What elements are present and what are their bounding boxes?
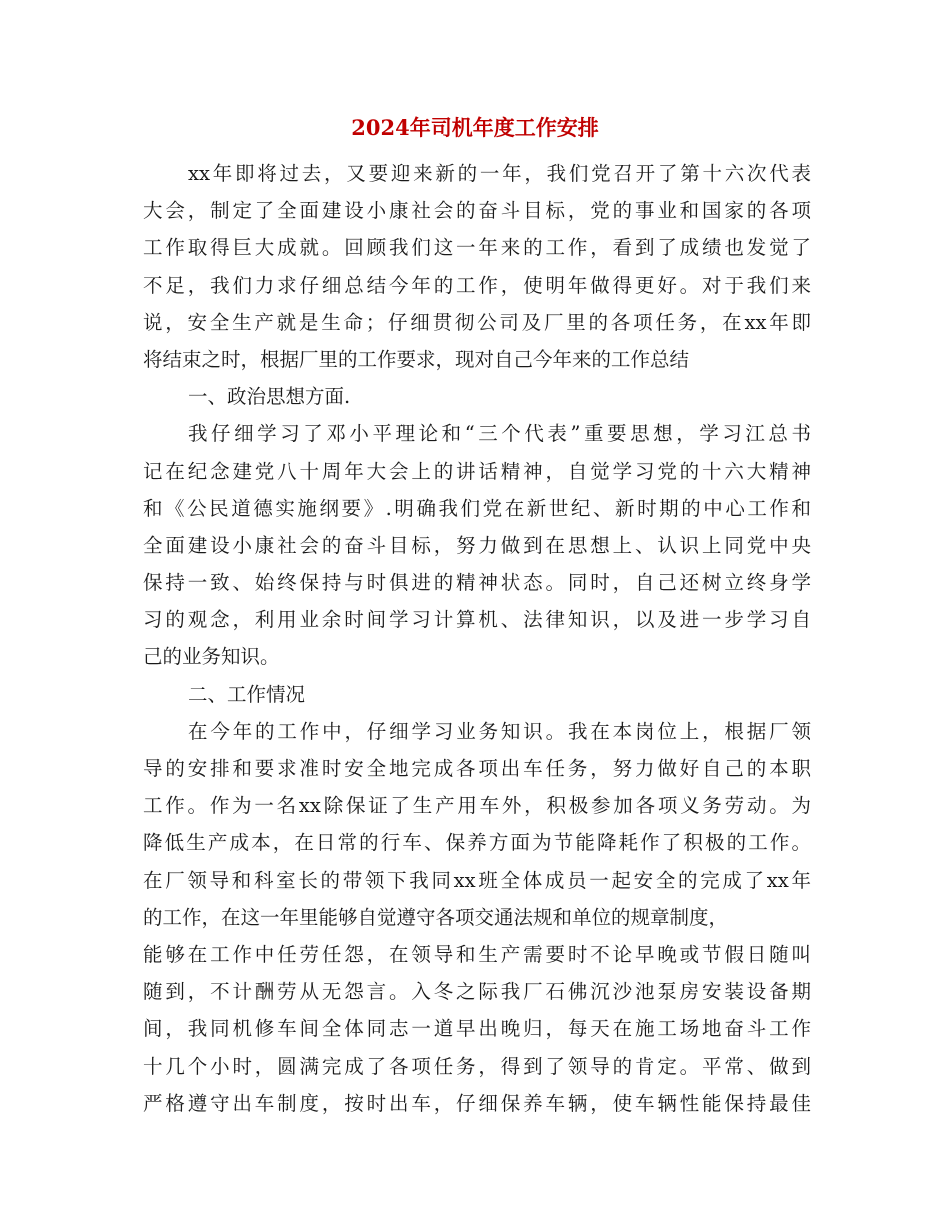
body-line: xx年即将过去，又要迎来新的一年，我们党召开了第十六次代表 [188, 162, 811, 185]
body-line: 十几个小时，圆满完成了各项任务，得到了领导的肯定。平常、做到 [143, 1054, 811, 1078]
body-line: 将结束之时，根据厂里的工作要求，现对自己今年来的工作总结 [143, 347, 690, 371]
body-line: 的工作，在这一年里能够自觉遵守各项交通法规和单位的规章制度， [143, 905, 729, 929]
body-line: 导的安排和要求准时安全地完成各项出车任务，努力做好自己的本职 [143, 757, 811, 780]
body-line: 我仔细学习了邓小平理论和“三个代表”重要思想，学习江总书 [188, 422, 811, 446]
body-line: 记在纪念建党八十周年大会上的讲话精神，自觉学习党的十六大精神 [143, 459, 811, 483]
body-line: 能够在工作中任劳任怨，在领导和生产需要时不论早晚或节假日随叫 [143, 942, 811, 966]
body-line: 和《公民道德实施纲要》.明确我们党在新世纪、新时期的中心工作和 [143, 496, 811, 520]
body-line: 习的观念，利用业余时间学习计算机、法律知识，以及进一步学习自 [143, 608, 811, 632]
document-body [143, 155, 811, 1122]
body-line: 说，安全生产就是生命；仔细贯彻公司及厂里的各项任务，在xx年即 [143, 310, 811, 334]
body-line: 降低生产成本，在日常的行车、保养方面为节能降耗作了积极的工作。 [143, 831, 811, 855]
document-title: 2024年司机年度工作安排 [351, 115, 599, 140]
body-line: 己的业务知识。 [143, 645, 280, 669]
body-line: 全面建设小康社会的奋斗目标，努力做到在思想上、认识上同党中央 [143, 533, 811, 557]
body-line: 工作。作为一名xx除保证了生产用车外，积极参加各项义务劳动。为 [143, 794, 811, 818]
body-line: 大会，制定了全面建设小康社会的奋斗目标，党的事业和国家的各项 [143, 199, 811, 223]
body-line: 不足，我们力求仔细总结今年的工作，使明年做得更好。对于我们来 [143, 273, 811, 297]
body-line: 工作取得巨大成就。回顾我们这一年来的工作，看到了成绩也发觉了 [143, 236, 811, 260]
body-line: 在厂领导和科室长的带领下我同xx班全体成员一起安全的完成了xx年 [143, 868, 811, 892]
body-line: 严格遵守出车制度，按时出车，仔细保养车辆，使车辆性能保持最佳 [143, 1091, 811, 1115]
body-line: 一、政治思想方面. [188, 385, 351, 409]
body-line: 在今年的工作中，仔细学习业务知识。我在本岗位上，根据厂领 [188, 719, 811, 743]
body-line: 随到，不计酬劳从无怨言。入冬之际我厂石佛沉沙池泵房安装设备期 [143, 980, 811, 1004]
body-line: 二、工作情况 [188, 682, 306, 706]
body-line: 保持一致、始终保持与时俱进的精神状态。同时，自己还树立终身学 [143, 571, 811, 595]
body-line: 间，我同机修车间全体同志一道早出晚归，每天在施工场地奋斗工作 [143, 1017, 811, 1041]
